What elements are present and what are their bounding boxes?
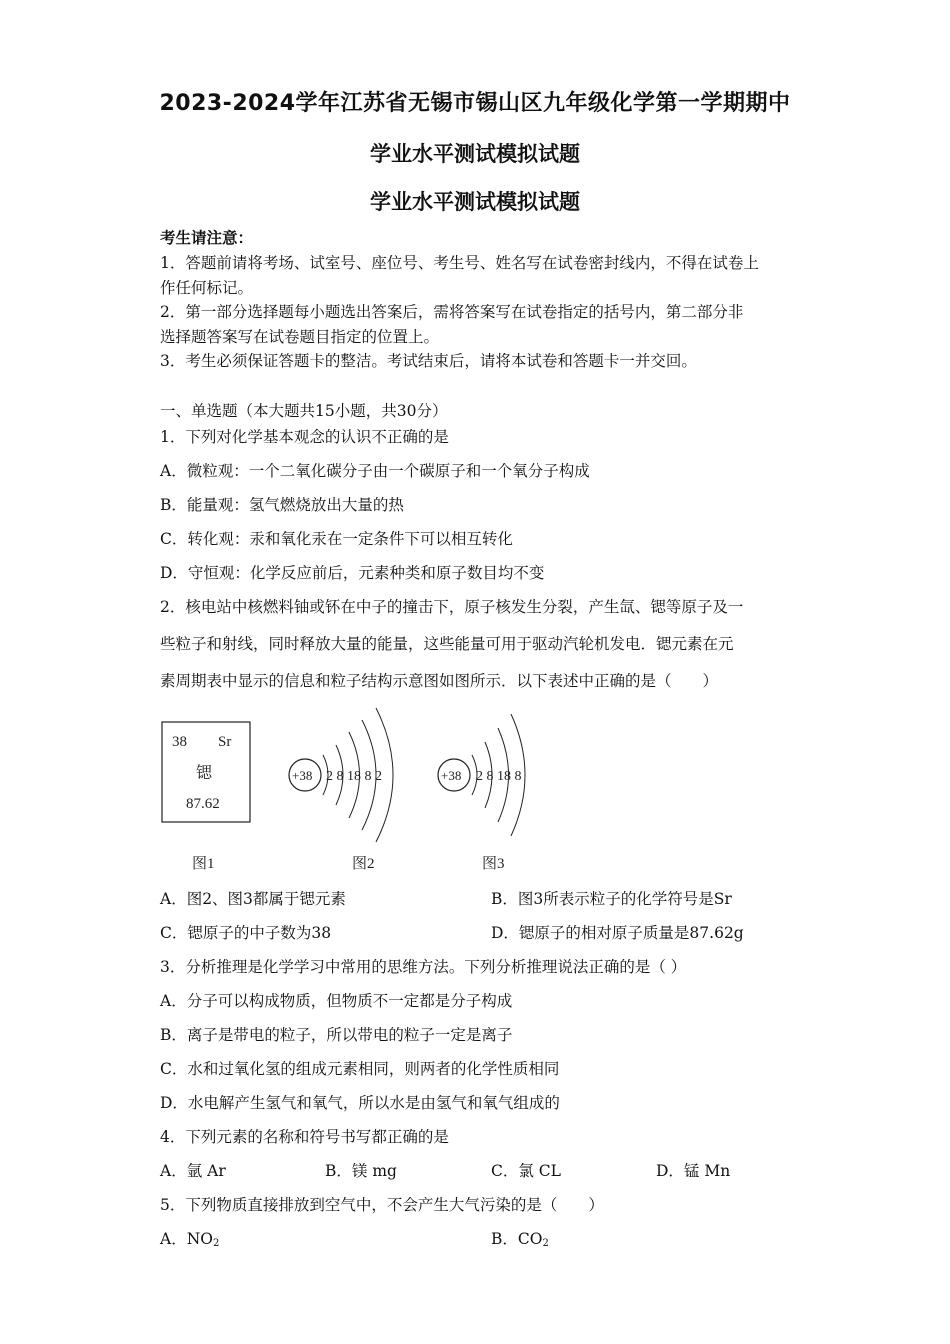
q2-option-d: D．锶原子的相对原子质量是87.62g <box>491 924 744 942</box>
electron-shells-fig2: 2 8 18 8 2 <box>326 769 382 784</box>
q1-stem: 1．下列对化学基本观念的认识不正确的是 <box>160 428 449 446</box>
atomic-number: 38 <box>172 734 187 750</box>
caption-fig2: 图2 <box>352 856 375 872</box>
atomic-mass: 87.62 <box>186 796 220 812</box>
caption-fig3: 图3 <box>482 856 505 872</box>
q3-option-c: C．水和过氧化氢的组成元素相同，则两者的化学性质相同 <box>160 1060 560 1078</box>
q1-option-a: A．微粒观：一个二氧化碳分子由一个碳原子和一个氧分子构成 <box>160 462 590 480</box>
nucleus-charge-fig2: +38 <box>292 768 313 783</box>
q5-option-a-subscript: 2 <box>212 1238 220 1249</box>
q2-stem-2: 些粒子和射线，同时释放大量的能量，这些能量可用于驱动汽轮机发电．锶元素在元 <box>160 635 734 653</box>
title-line-3: 学业水平测试模拟试题 <box>370 190 580 214</box>
section-heading: 一、单选题（本大题共15小题，共30分） <box>160 402 448 420</box>
electron-shells-fig3: 2 8 18 8 <box>476 769 522 784</box>
q4-option-a: A．氩 Ar <box>160 1162 226 1180</box>
element-symbol: Sr <box>218 734 232 750</box>
q1-option-b: B．能量观：氢气燃烧放出大量的热 <box>160 496 404 514</box>
notice-item-2a: 2．第一部分选择题每小题选出答案后，需将答案写在试卷指定的括号内，第二部分非 <box>160 303 744 321</box>
notice-heading: 考生请注意： <box>160 228 254 247</box>
q4-stem: 4．下列元素的名称和符号书写都正确的是 <box>160 1128 449 1146</box>
notice-item-2b: 选择题答案写在试卷题目指定的位置上。 <box>160 328 440 346</box>
q4-option-d: D．锰 Mn <box>656 1162 731 1180</box>
q4-option-b: B．镁 mg <box>325 1162 397 1180</box>
strontium-figure <box>158 700 658 880</box>
q5-option-b-text: B．CO <box>491 1230 543 1248</box>
title-line-1: 2023-2024学年江苏省无锡市锡山区九年级化学第一学期期中 <box>159 91 791 116</box>
q2-option-c: C．锶原子的中子数为38 <box>160 924 332 942</box>
title-line-2: 学业水平测试模拟试题 <box>370 142 580 166</box>
q4-option-c: C．氯 CL <box>491 1162 561 1180</box>
q2-option-b: B．图3所表示粒子的化学符号是Sr <box>491 890 732 908</box>
notice-item-1b: 作任何标记。 <box>160 279 254 297</box>
q5-stem: 5．下列物质直接排放到空气中，不会产生大气污染的是（ ） <box>160 1196 604 1214</box>
q3-option-d: D．水电解产生氢气和氧气，所以水是由氢气和氧气组成的 <box>160 1094 560 1112</box>
notice-item-1a: 1．答题前请将考场、试室号、座位号、考生号、姓名写在试卷密封线内，不得在试卷上 <box>160 254 759 272</box>
caption-fig1: 图1 <box>192 856 215 872</box>
q5-option-b-subscript: 2 <box>542 1238 549 1249</box>
q3-option-b: B．离子是带电的粒子，所以带电的粒子一定是离子 <box>160 1026 513 1044</box>
q5-option-b <box>491 1229 549 1254</box>
q1-option-d: D．守恒观：化学反应前后，元素种类和原子数目均不变 <box>160 564 545 582</box>
q2-stem-1: 2．核电站中核燃料铀或钚在中子的撞击下，原子核发生分裂，产生氙、锶等原子及一 <box>160 598 744 616</box>
q3-option-a: A．分子可以构成物质，但物质不一定都是分子构成 <box>160 992 513 1010</box>
notice-item-3: 3．考生必须保证答题卡的整洁。考试结束后，请将本试卷和答题卡一并交回。 <box>160 352 697 370</box>
nucleus-charge-fig3: +38 <box>441 768 462 783</box>
q2-option-a: A．图2、图3都属于锶元素 <box>160 890 346 908</box>
q2-stem-3: 素周期表中显示的信息和粒子结构示意图如图所示．以下表述中正确的是（ ） <box>160 672 719 690</box>
q5-option-a-text: A．NO <box>160 1230 213 1248</box>
q3-stem: 3．分析推理是化学学习中常用的思维方法。下列分析推理说法正确的是（ ） <box>160 958 687 976</box>
q5-option-a <box>160 1229 219 1254</box>
q1-option-c: C．转化观：汞和氧化汞在一定条件下可以相互转化 <box>160 530 513 548</box>
element-name: 锶 <box>196 765 213 782</box>
